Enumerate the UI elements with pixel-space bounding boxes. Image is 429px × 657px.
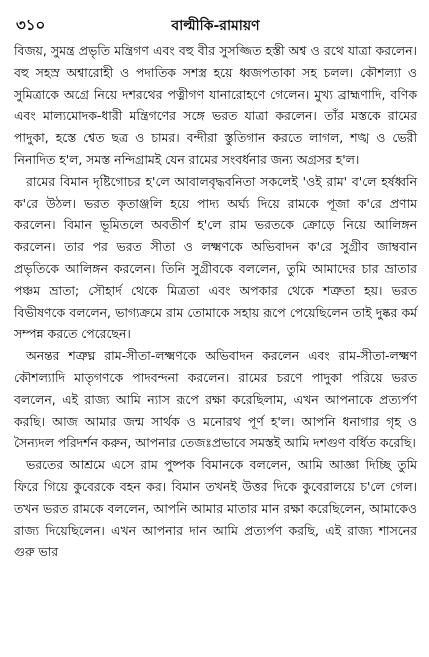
running-title: বাল্মীকি-রামায়ণ — [171, 18, 260, 34]
body-text — [14, 40, 417, 563]
paragraph: ভরতের আশ্রমে এসে রাম পুষ্পক বিমানকে বললেন, আমি আজ্ঞা দিচ্ছি তুমি ফিরে গিয়ে কুবেরকে বহন কর। বিমান তখনই উত্তর দিকে কুবেরালয়ে চ'লে গেল। তখন ভরত রামকে বললেন, আপনি আমার মাতার মান রক্ষা করেছিলেন, আমাকেও রাজ্য দিয়েছিলেন। এখন আপনার দান আমি প্রত্যর্পণ করছি, এই রাজ্য শাসনের গুরু ভার — [14, 457, 417, 560]
paragraph: বিজয়, সুমন্ত্র প্রভৃতি মন্ত্রিগণ এবং বহু বীর সুসজ্জিত হস্তী অশ্ব ও রথে যাত্রা করলেন। বহু সহস্র অশ্বারোহী ও পদাতিক সশস্ত্র হয়ে ধ্বজপতাকা সহ চলল। কৌশল্যা ও সুমিত্রাকে অগ্রে নিয়ে দশরথের পত্নীগণ যানারোহণে গেলেন। মুখ্য ব্রাহ্মণাদি, বণিক এবং মাল্যমোদক-ধারী মন্ত্রিগণের সঙ্গে ভরত যাত্রা করলেন। তাঁর মস্তকে রামের পাদুকা, হস্তে শ্বেত ছত্র ও চামর। বন্দীরা স্তুতিগান করতে লাগল, শঙ্খ ও ভেরী নিনাদিত হ'ল, সমস্ত নন্দিগ্রামই যেন রামের সংবর্ধনার জন্য অগ্রসর হ'ল। — [14, 43, 417, 167]
paragraph: অনন্তর শত্রুঘ্ন রাম-সীতা-লক্ষ্মণকে অভিবাদন করলেন এবং রাম-সীতা-লক্ষ্মণ কৌশল্যাদি মাতৃগণকে পাদবন্দনা করলেন। রামের চরণে পাদুকা পরিয়ে ভরত বললেন, এই রাজ্য আমি ন্যাস রূপে রক্ষা করেছিলাম, এখন আপনাকে প্রত্যর্পণ করছি। আজ আমার জন্ম সার্থক ও মনোরথ পূর্ণ হ'ল। আপনি ধনাগার গৃহ ও সৈন্যদল পরিদর্শন করুন, আপনার তেজঃপ্রভাবে সমস্তই আমি দশগুণ বর্ধিত করেছি। — [14, 348, 417, 451]
paragraph: রামের বিমান দৃষ্টিগোচর হ'লে আবালবৃদ্ধবনিতা সকলেই 'ওই রাম' ব'লে হর্ষধ্বনি ক'রে উঠল। ভরত কৃতাঞ্জলি হয়ে পাদ্য অর্ঘ্য দিয়ে রামকে পূজা ক'রে প্রণাম করলেন। বিমান ভূমিতলে অবতীর্ণ হ'লে রাম ভরতকে ক্রোড়ে নিয়ে আলিঙ্গন করলেন। তার পর ভরত সীতা ও লক্ষ্মণকে অভিবাদন ক'রে সুগ্রীব জাম্ববান প্রভৃতিকে আলিঙ্গন করলেন। তিনি সুগ্রীবকে বললেন, তুমি আমাদের চার ভ্রাতার পঞ্চম ভ্রাতা; সৌহার্দ থেকে মিত্রতা এবং অপকার থেকে শত্রুতা হয়। ভরত বিভীষণকে বললেন, ভাগ্যক্রমে রাম তোমাকে সহায় রূপে পেয়েছিলেন তাই দুষ্কর কর্ম সম্পন্ন করতে পেরেছেন। — [14, 173, 417, 342]
page-number: ৩১০ — [16, 16, 46, 34]
page-header — [14, 12, 417, 34]
